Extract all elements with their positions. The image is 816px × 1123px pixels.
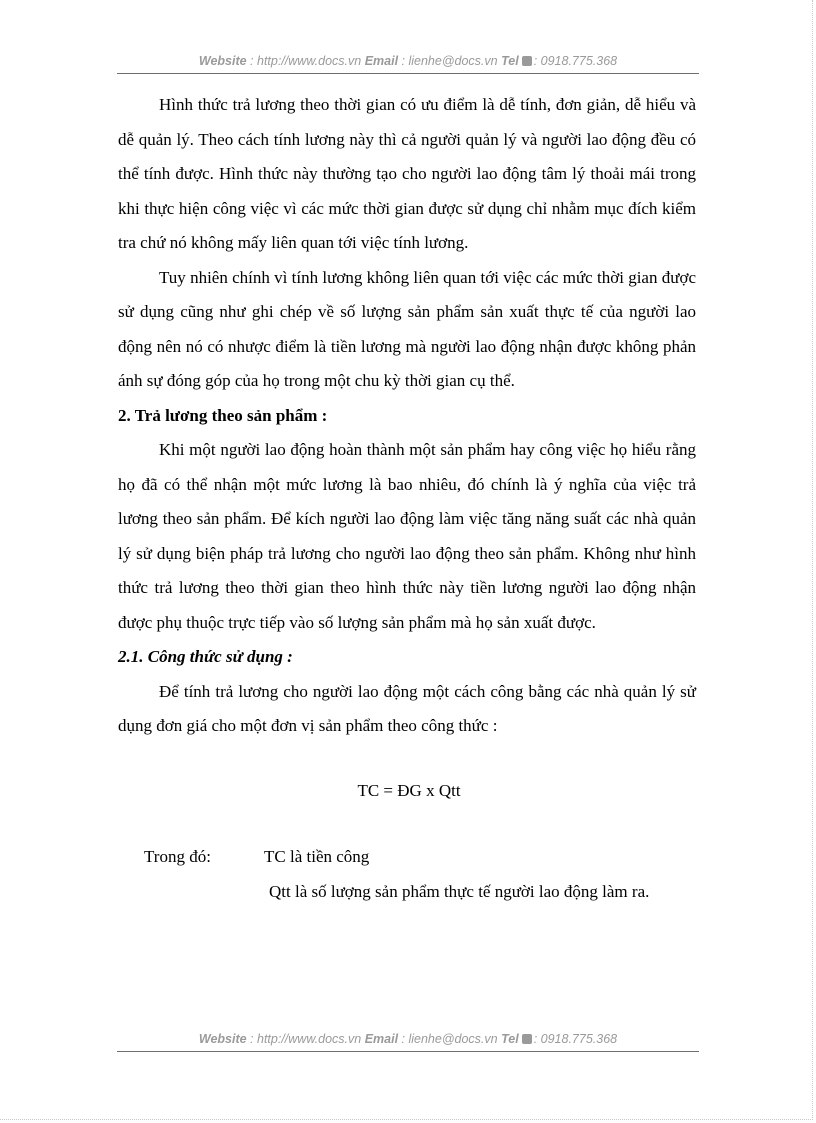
formula: TC = ĐG x Qtt [357,780,461,800]
paragraph-1: Hình thức trả lương theo thời gian có ưu điểm là dễ tính, đơn giản, dễ hiểu và dễ quản lý. Theo cách tính lương này thì cả người quản lý và người lao động đều có thể tính được. Hình thức này thường tạo cho người lao động tâm lý thoải mái trong khi thực hiện công việc vì các mức thời gian được sử dụng chỉ nhằm mục đích kiểm tra chứ nó không mấy liên quan tới việc tính lương. [118,95,696,252]
header-website-label: Website [198,54,247,68]
where-definition-qtt: Qtt là số lượng sản phẩm thực tế người lao động làm ra. [269,881,650,901]
paragraph-4: Để tính trả lương cho người lao động một cách công bằng các nhà quản lý sử dụng đơn giá cho một đơn vị sản phẩm theo công thức : [118,681,696,735]
footer-website-label: Website [198,1032,247,1046]
section-heading-2-1: 2.1. Công thức sử dụng : [118,647,293,666]
header-email-label: Email [364,54,399,68]
where-label: Trong đó: [144,847,211,866]
phone-icon [522,56,532,66]
footer-email-label: Email [364,1032,399,1046]
header-tel-label: Tel [501,54,519,68]
paragraph-2: Tuy nhiên chính vì tính lương không liên quan tới việc các mức thời gian được sử dụng cũng như ghi chép về số lượng sản phẩm sản xuất thực tế của người lao động nên nó có nhược điểm là tiền lương mà người lao động nhận được không phản ánh sự đóng góp của họ trong một chu kỳ thời gian cụ thể. [118,267,696,390]
document-body [118,88,696,909]
footer-tel-value: : 0918.775.368 [533,1032,618,1046]
footer-rule [117,1051,699,1052]
footer-tel-label: Tel [501,1032,519,1046]
page-footer [117,1031,699,1052]
header-website-link[interactable]: : http://www.docs.vn [246,54,365,68]
where-definition-tc: TC là tiền công [264,847,370,866]
header-email-link[interactable]: : lienhe@docs.vn [398,54,502,68]
page-header [117,53,699,74]
phone-icon [522,1034,532,1044]
footer-email-link[interactable]: : lienhe@docs.vn [398,1032,502,1046]
where-row [118,840,696,875]
header-rule [117,73,699,74]
footer-website-link[interactable]: : http://www.docs.vn [246,1032,365,1046]
paragraph-3: Khi một người lao động hoàn thành một sản phẩm hay công việc họ hiểu rằng họ đã có thể nhận một mức lương là bao nhiêu, đó chính là ý nghĩa của việc trả lương theo sản phẩm. Để kích người lao động làm việc tăng năng suất các nhà quản lý sử dụng biện pháp trả lương cho người lao động theo sản phẩm. Không như hình thức trả lương theo thời gian theo hình thức này tiền lương người lao động nhận được phụ thuộc trực tiếp vào số lượng sản phẩm mà họ sản xuất được. [118,440,696,632]
header-tel-value: : 0918.775.368 [533,54,618,68]
section-heading-2: 2. Trả lương theo sản phẩm : [118,405,328,425]
